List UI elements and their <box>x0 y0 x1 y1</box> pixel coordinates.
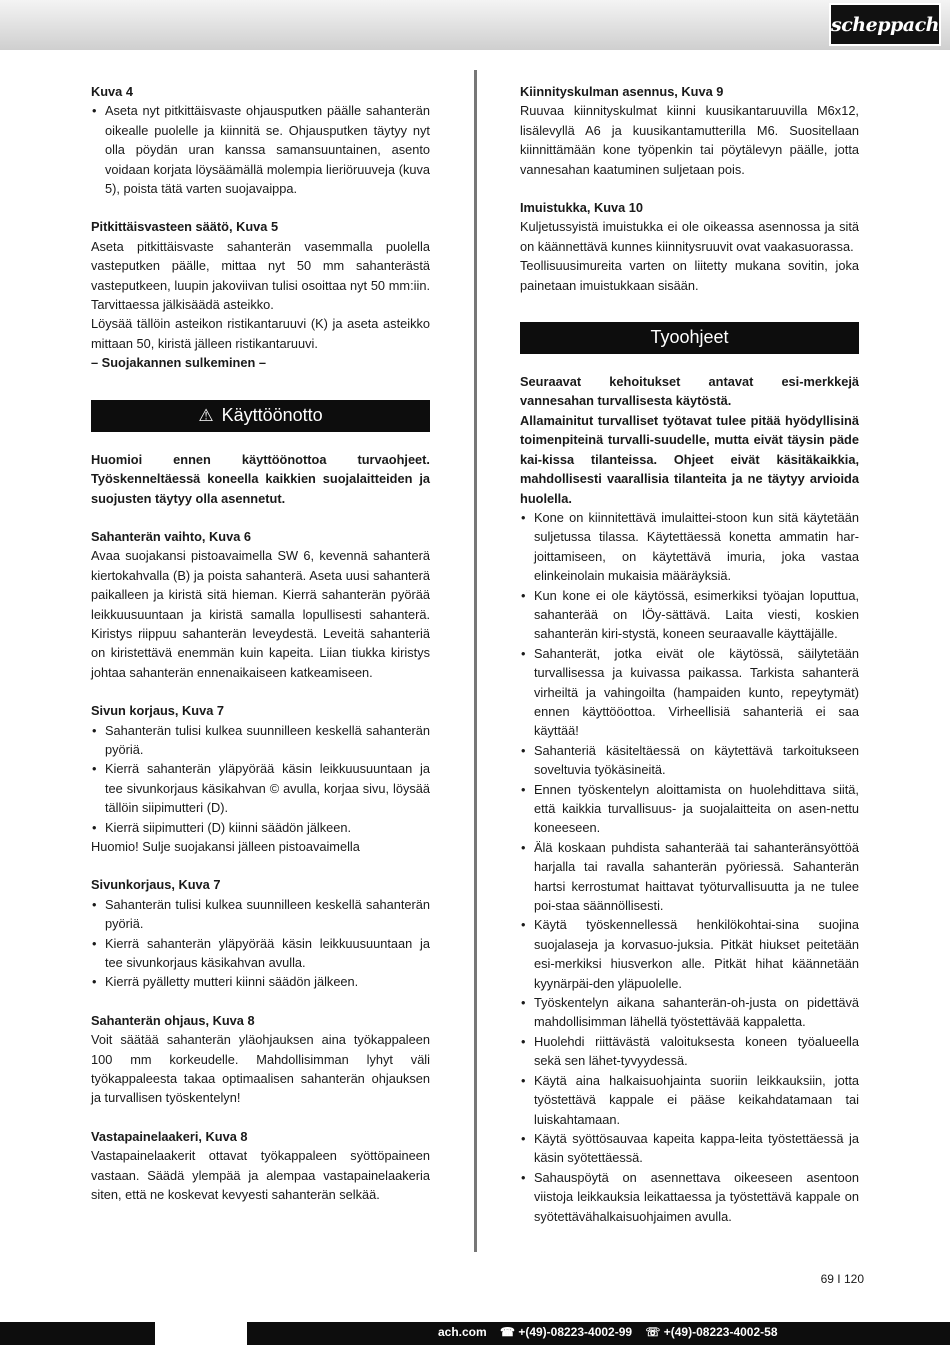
list-item: • Kun kone ei ole käytössä, esimerkiksi työajan loputtua, sahanterää on lÖy-sättävä. Laita viesti, koskien sahanterän kiri-stystä, koneen seuraavalle käyttäjälle. <box>520 586 859 644</box>
footer-phone: ☎ +(49)-08223-4002-99 <box>500 1325 633 1339</box>
section-banner-kayttoonotto <box>91 400 430 432</box>
list-item: • Sahanterän tulisi kulkea suunnilleen keskellä sahanterän pyöriä. <box>91 895 430 934</box>
header-bar <box>0 0 950 50</box>
paragraph: Kuljetussyistä imuistukka ei ole oikeassa asennossa ja sitä on käännettävä kunnes kiinnitysruuvit ovat vaakasuorassa. <box>520 219 859 254</box>
list-item: • Huolehdi riittävästä valoituksesta koneen työalueella sekä sen lähet-tyvyydessä. <box>520 1032 859 1071</box>
paragraph: Vastapainelaakerit ottavat työkappaleen syöttöpaineen vastaan. Säädä ylempää ja alempaa vastapainelaakeria siten, että ne koskevat kevyesti sahanterän selkää. <box>91 1148 430 1203</box>
intro-paragraph: Seuraavat kehoitukset antavat esi-merkkejä vannesahan turvallisesta käytöstä. <box>520 374 859 409</box>
section-banner-tyoohjeet <box>520 322 859 354</box>
list-item: • Ennen työskentelyn aloittamista on huolehdittava siitä, että kaikkia turvallisuus- ja suojalaitteita on asen-nettu koneeseen. <box>520 780 859 838</box>
intro-paragraph: Allamainitut turvalliset työtavat tulee pitää hyödyllisinä toimenpiteinä turvalli-suudelle, mutta eivät täysin päde kai-kissa tilanteissa. Ohjeet eivät käsitäkaikkia, mahdollisesti vaarallisia tilanteita ja ne täytyy arvioida huolella. <box>520 412 859 506</box>
note: Huomio! Sulje suojakansi jälleen pistoavaimella <box>91 839 360 854</box>
section-title-kuva10: Imuistukka, Kuva 10 <box>520 200 644 216</box>
list-item: • Kierrä sahanterän yläpyörää käsin leikkuusuuntaan ja tee sivunkorjaus käsikahvan © avulla, korjaa sivu, löysää tällöin siipimutteri (D). <box>91 759 430 817</box>
section-title-kuva8a: Sahanterän ohjaus, Kuva 8 <box>91 1012 255 1028</box>
paragraph: Ruuvaa kiinnityskulmat kiinni kuusikantaruuvilla M6x12, lisälevyllä A6 ja kuusikantamutterilla M6. Suositellaan kiinnittämään kone työpenkin tai pöytälevyn päälle, jotta vannesahan kaatuminen suljetaan pois. <box>520 103 859 177</box>
paragraph: Aseta pitkittäisvaste sahanterän vasemmalla puolella vasteputken päälle, mittaa nyt 50 mm sahanterästä vasteputkeen, luupin jakoviivan tulisi osoittaa nyt 50 mm:iin. Tarvittaessa jälkisäädä asteikko. <box>91 238 430 313</box>
list-item: • Käytä syöttösauvaa kapeita kappa-leita työstettäessä ja käsin syötettäessä. <box>520 1129 859 1168</box>
list-item: • Kone on kiinnitettävä imulaittei-stoon kun sitä käytetään suljetussa tilassa. Käytettäessä konetta ammatin har-joittamiseen, on käytettävä imuria, joka vastaa elinkeinolain mukaisia määräyksiä. <box>520 508 859 586</box>
footer-contact <box>438 1325 788 1339</box>
banner-label: Käyttöönotto <box>221 404 323 425</box>
list-item: • Kierrä pyälletty mutteri kiinni säädön jälkeen. <box>91 972 430 991</box>
paragraph: Voit säätää sahanterän yläohjauksen aina työkappaleen 100 mm korkeudelle. Mahdollisimman lyhyt väli työkappaleesta takaa optimaalisen sahanterän ohjauksen ja turvallisen työskentelyn! <box>91 1032 430 1106</box>
section-title-kuva7b: Sivunkorjaus, Kuva 7 <box>91 877 221 893</box>
list-item: • Kierrä sahanterän yläpyörää käsin leikkuusuuntaan ja tee sivunkorjaus käsikahvan avulla. <box>91 934 430 973</box>
list-item: • Sahanterän tulisi kulkea suunnilleen keskellä sahanterän pyöriä. <box>91 721 430 760</box>
list-item: • Sahanterät, jotka eivät ole käytössä, säilytetään turvallisessa ja kuivassa paikassa. Tarkista sahanterä virheiltä ja vahingoilta (hampaiden kunto, repeytymät) ennen käyttööottoa. Virheellisiä sahanteriä ei saa käyttää! <box>520 644 859 741</box>
brand-logo-text: scheppach <box>831 13 939 36</box>
safety-list <box>520 508 859 1226</box>
list-item: • Aseta nyt pitkittäisvaste ohjausputken päälle sahanterän oikealle puolelle ja kiinnitä se. Ohjausputken täytyy nyt olla pöydän uran kanssa samansuuntainen, asento voidaan korjata löysäämällä molempia lieriöruuveja (kuva 5), poista tätä varten suojavaippa. <box>91 101 430 198</box>
kuva4-list <box>91 101 430 198</box>
column-divider <box>474 70 477 1252</box>
paragraph: Avaa suojakansi pistoavaimella SW 6, kevennä sahanterä kiertokahvalla (B) ja poista sahanterä. Aseta uusi sahanterä paikalleen ja kiristä sitä hieman. Kierrä sahanterän pyörää leikkuusuuntaan ja kiristä samalla lopullisesti sahanterä. Kiristys riippuu sahanterän leveydestä. Leveitä sahanteriä on kiristettävä enemmän kuin kapeita. Liian tiukka kiristys johtaa sahanterän ennenaikaiseen katkeamiseen. <box>91 548 430 680</box>
warning-paragraph: Huomioi ennen käyttöönottoa turvaohjeet. Työskenneltäessä koneella kaikkien suojalaitteiden ja suojusten täytyy olla asennetut. <box>91 451 430 506</box>
list-item: • Sahauspöytä on asennettava oikeeseen asentoon viistoja leikkauksia leikattaessa ja työstettävä kappale on syötettävähalkaisuohjaimen avulla. <box>520 1168 859 1226</box>
list-item: • Sahanteriä käsiteltäessä on käytettävä tarkoitukseen soveltuvia työkäsineitä. <box>520 741 859 780</box>
warning-icon: ⚠ <box>198 405 214 425</box>
footer-gap <box>155 1322 247 1345</box>
kuva7b-list <box>91 895 430 992</box>
left-column <box>91 82 430 1205</box>
footer-web: ach.com <box>438 1325 487 1339</box>
kuva7a-list <box>91 721 430 837</box>
paragraph: Löysää tällöin asteikon ristikantaruuvi (K) ja aseta asteikko mittaan 50, kiristä jälleen ristikantaruuvi. <box>91 316 430 351</box>
list-item: • Käytä työskennellessä henkilökohtai-sina suojina suojalaseja ja korvasuo-juksia. Pitkät hiukset peitetään esi-merkiksi hiusverkon alle. Pitkät hihat käännetään kyynärpäi-den yläpuolelle. <box>520 915 859 993</box>
footer-fax: ☏ +(49)-08223-4002-58 <box>645 1325 778 1339</box>
section-title-kuva4: Kuva 4 <box>91 84 133 99</box>
page-number: 69 I 120 <box>820 1272 864 1286</box>
list-item: • Työskentelyn aikana sahanterän-oh-justa on pidettävä mahdollisimman lähellä työstettävää kappaletta. <box>520 993 859 1032</box>
section-title-kuva7a: Sivun korjaus, Kuva 7 <box>91 703 224 719</box>
section-title-kuva9: Kiinnityskulman asennus, Kuva 9 <box>520 84 724 99</box>
list-item: • Käytä aina halkaisuohjainta suoriin leikkauksiin, jotta työstettävä kappale ei pääse keikahdatamaan tai luiskahtamaan. <box>520 1071 859 1129</box>
banner-label: Tyoohjeet <box>650 327 729 348</box>
section-title-kuva8b: Vastapainelaakeri, Kuva 8 <box>91 1128 248 1144</box>
right-column <box>520 82 859 1226</box>
list-item: • Kierrä siipimutteri (D) kiinni säädön jälkeen. <box>91 818 430 837</box>
paragraph: Teollisuusimureita varten on liitetty mukana sovitin, joka painetaan imuistukkaan sisään. <box>520 258 859 293</box>
section-title-kuva6: Sahanterän vaihto, Kuva 6 <box>91 528 252 544</box>
section-title-kuva5: Pitkittäisvasteen säätö, Kuva 5 <box>91 219 279 235</box>
brand-logo <box>829 3 941 46</box>
subheading: – Suojakannen sulkeminen – <box>91 355 266 371</box>
list-item: • Älä koskaan puhdista sahanterää tai sahanteränsyöttöä harjalla tai ravalla sahanterän pyöriessä. Sahanterän hartsi kerrostumat haittavat työturvallisuutta ja ne tulee poi-staa säännöllisesti. <box>520 838 859 916</box>
